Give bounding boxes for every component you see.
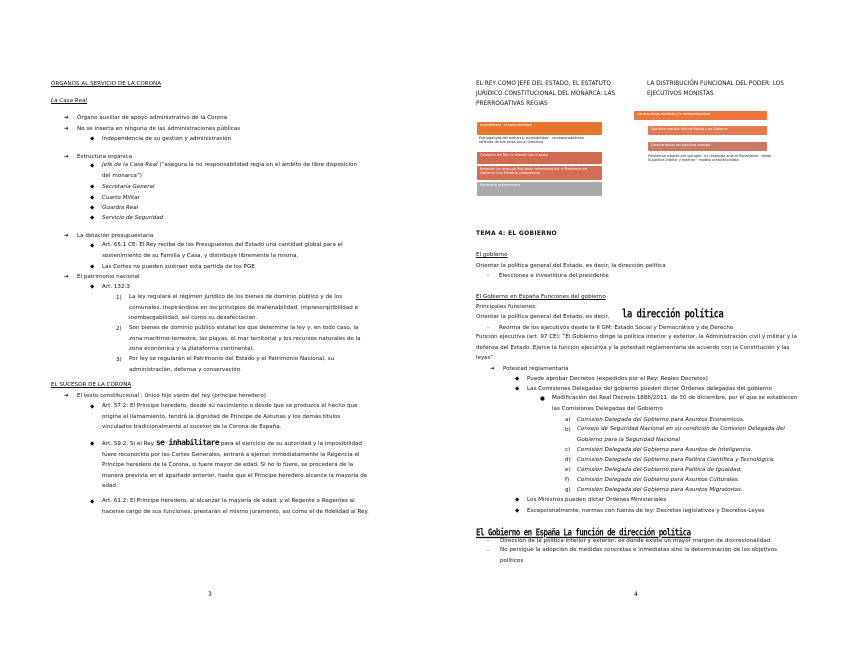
diamond-bullet-icon: ◆	[515, 497, 520, 503]
list-item: Órgano auxiliar de apoyo administrativo de la Corona	[77, 115, 228, 121]
page-number: 4	[634, 591, 638, 598]
diamond-bullet-icon: ◆	[90, 284, 95, 290]
list-letter: d)	[565, 457, 571, 463]
diamond-bullet-icon: ◆	[90, 195, 95, 201]
text-line: Orientar la política general del Estado, es decir,	[476, 314, 610, 320]
list-item: El texto constitucional : único hijo varón del rey (príncipe heredero)	[77, 393, 266, 399]
comision-item: Comisión Delegada del Gobierno para Política de Igualdad.	[577, 467, 742, 473]
list-item: Excepcionalmente, normas con fuerza de ley: Decretos legislativos y Decretos-Leyes	[527, 508, 765, 514]
diamond-bullet-icon: ◆	[90, 215, 95, 221]
section-title-rey: EL REY COMO JEFE DEL ESTADO, EL ESTATUTO JURÍDICO CONSTITUCIONAL DEL MONARCA: LAS PRERROGATIVAS REGIAS	[476, 81, 616, 107]
list-number: 2)	[116, 326, 122, 332]
list-letter: a)	[565, 417, 571, 423]
subtitle-gobierno: El gobierno	[476, 252, 508, 258]
tema-title: TEMA 4: EL GOBIERNO	[476, 230, 557, 237]
slide-bar: Características del ejecutivo monista	[648, 142, 767, 151]
dash-bullet: -	[487, 325, 490, 331]
list-number: 1)	[116, 295, 122, 301]
diamond-bullet-icon: ◆	[90, 264, 95, 270]
handwritten-heading: El Gobierno en España La función de dirección política	[476, 526, 691, 539]
slide-bar: Los ejecutivos monistas y el parlamentarismo	[634, 111, 767, 120]
section-title-ejecutivos: LA DISTRIBUCIÓN FUNCIONAL DEL PODER: LOS EJECUTIVOS MONISTAS	[647, 81, 784, 97]
jefe-casa-real-desc: (“asegura la no responsabilidad regia en el ámbito de libre disposición del monarca”)	[102, 162, 357, 179]
list-item: Elecciones e investidura del presidente	[499, 273, 609, 279]
page-number: 3	[208, 591, 212, 598]
comision-item: Comisión Delegada del Gobierno para Política Científica y Tecnológica.	[577, 457, 775, 463]
slide-bar: Ejecutivo monista: jefe de Estado y de Gobierno	[648, 126, 767, 135]
handwritten-annotation: la dirección política	[622, 308, 724, 322]
list-letter: b)	[565, 427, 571, 433]
list-item: Los Ministros pueden dictar Órdenes Ministeriales	[527, 497, 667, 503]
art-59-2-rest: para el ejercicio de su autoridad y la imposibilidad fuere reconocida por las Cortes Generales, entrará a ejercer inmediatamente la Regencia el Príncipe heredero de la Corona, si fuere mayor de edad. Si no lo fuere, se procederá de la manera prevista en el apartado anterior, hasta que el Príncipe heredero alcance la mayoría de edad.	[102, 441, 368, 489]
diamond-bullet-icon: ◆	[90, 205, 95, 211]
list-item: Reorma de los ejecutivos desde la II GM: Estado Social y Democrático y de Derecho	[499, 325, 734, 331]
slide-note: Prerrogativas del monarca: inviolabilidad · no responsabilidad · refrendo de sus actos por el Gobierno	[479, 136, 586, 145]
comision-item: Consejo de Seguridad Nacional en su condición de Comisión Delegada del Gobierno para la Seguridad Nacional	[577, 426, 785, 443]
arrow-bullet-icon: ➔	[64, 393, 69, 399]
dash-bullet: -	[487, 548, 490, 554]
slide-bar: Funciones del Rey en relación con el poder	[477, 152, 602, 164]
list-item: Independencia de su gestión y administración	[102, 136, 232, 142]
list-item: Modificación del Real Decreto 1886/2011, de 30 de diciembre, por el que se establecen las Comisiones Delegadas del Gobierno	[552, 395, 798, 412]
section-title-sucesor: EL SUCESOR DE LA CORONA	[51, 382, 132, 388]
list-letter: f)	[565, 477, 570, 483]
diamond-bullet-icon: ◆	[90, 404, 95, 410]
dot-bullet-icon: ●	[540, 396, 545, 402]
diamond-bullet-icon: ◆	[515, 376, 520, 382]
list-item: Estructura orgánica	[77, 154, 133, 160]
list-item: Las Cortes no pueden sustraer esta partida de los PGE	[102, 264, 255, 270]
diamond-bullet-icon: ◆	[90, 184, 95, 190]
diamond-bullet-icon: ◆	[90, 441, 95, 447]
text-paragraph: Función ejecutiva (art. 97 CE): “El Gobierno dirige la política interior y exterior, la Administración civil y militar y la defensa del Estado. Ejerce la función ejecutiva y la potestad reglamentaria de acuerdo con la Constitución y las leyes”	[476, 334, 797, 361]
arrow-bullet-icon: ➔	[64, 154, 69, 160]
slide-bar: Refrendo: los actos del Rey serán refrendados por el Presidente del Gobierno y los Ministros competentes	[477, 166, 602, 180]
list-item: No persigue la adopción de medidas concretas e inmediatas sino la determinación de los objetivos políticos	[500, 547, 778, 564]
list-item: La dotación presupuestaria	[77, 233, 154, 239]
list-item: Guardia Real	[102, 205, 139, 211]
list-letter: g)	[565, 487, 571, 493]
section-title-organos: ÓRGANOS AL SERVICIO DE LA CORONA	[51, 81, 162, 87]
comision-item: Comisión Delegada del Gobierno para Asuntos Económicos.	[577, 417, 745, 423]
list-item: Art. 65.1 CE: El Rey recibe de los Presupuestos del Estado una cantidad global para el sostenimiento de su Familia y Casa, y distribuye libremente la misma.	[102, 242, 343, 259]
comision-item: Comisión Delegada del Gobierno para Asuntos de Inteligencia.	[577, 447, 753, 453]
list-item: Potestad reglamentaria	[503, 366, 569, 372]
list-letter: c)	[565, 447, 571, 453]
list-item: Servicio de Seguridad	[102, 215, 164, 221]
diamond-bullet-icon: ◆	[90, 163, 95, 169]
list-item: Cuarto Militar	[102, 195, 140, 201]
subtitle-funciones: El Gobierno en España Funciones del gobierno	[476, 294, 606, 300]
list-item: El patrimonio nacional	[77, 274, 140, 280]
list-item	[102, 438, 370, 492]
diamond-bullet-icon: ◆	[515, 386, 520, 392]
dash-bullet: -	[487, 273, 490, 279]
numbered-item: Son bienes de dominio público estatal los que determine la ley y, en todo caso, la zona marítimo-terrestre, las playas, el mar territorial y los recursos naturales de la zona económica y la plataforma continental.	[129, 325, 361, 352]
arrow-bullet-icon: ➔	[64, 126, 69, 132]
list-item: Dirección de la política interior y exterior: es donde existe un mayor margen de discrecionalidad	[500, 538, 771, 544]
slide-note: Presidente elegido por sufragio · no responde ante el Parlamento · dirige la política interior y exterior · modelo presidencialista	[648, 154, 772, 163]
list-item: Art. 57.2: El Príncipe heredero, desde su nacimiento o desde que se produzca el hecho que origine el llamamiento, tendrá la dignidad de Príncipe de Asturias y los demás títulos vinculados tradicionalmente al sucesor de la Corona de España.	[102, 403, 358, 430]
text-line: Orientar la política general del Estado, es decir, la dirección política	[476, 263, 666, 269]
list-item: Art. 61.2: El Príncipe heredero, al alcanzar la mayoría de edad, y el Regente o Regentes al hacerse cargo de sus funciones, prestarán el mismo juramento, así como el de fidelidad al Rey.	[102, 498, 369, 515]
list-number: 3)	[116, 357, 122, 363]
diamond-bullet-icon: ◆	[90, 243, 95, 249]
slide-bar: Inviolabilidad · irresponsabilidad	[477, 122, 602, 135]
numbered-item: Por ley se regularán el Patrimonio del Estado y el Patrimonio Nacional, su administración, defensa y conservación.	[129, 356, 335, 373]
arrow-bullet-icon: ➔	[64, 233, 69, 239]
diamond-bullet-icon: ◆	[90, 499, 95, 505]
list-item: Secretaría General	[102, 184, 155, 190]
comision-item: Comisión Delegada del Gobierno para Asuntos Migratorios.	[577, 487, 743, 493]
handwritten-annotation: se inhabilitare	[155, 438, 220, 447]
slide-bar: Monarquía parlamentaria	[477, 182, 602, 196]
arrow-bullet-icon: ➔	[64, 274, 69, 280]
diamond-bullet-icon: ◆	[90, 136, 95, 142]
list-letter: e)	[565, 467, 571, 473]
diamond-bullet-icon: ◆	[515, 508, 520, 514]
list-item	[102, 160, 367, 181]
text-line: Principales funciones:	[476, 304, 537, 310]
dash-bullet: -	[487, 538, 490, 544]
list-item: Puede aprobar Decretos (expedidos por el Rey: Reales Decretos)	[527, 376, 708, 382]
jefe-casa-real: Jefe de la Casa Real	[102, 162, 158, 168]
numbered-item: La ley regulará el régimen jurídico de los bienes de dominio público y de los comunales, inspirándose en los principios de inalienabilidad, imprescriptibilidad e inembargabilidad, así como su desafectación.	[129, 294, 359, 321]
list-item: Las Comisiones Delegadas del gobierno pueden dictar Órdenes delegadas del gobierno	[527, 386, 772, 392]
comision-item: Comisión Delegada del Gobierno para Asuntos Culturales.	[577, 477, 740, 483]
list-item: Art. 132.3	[102, 284, 130, 290]
list-item: No se inserta en ninguna de las administraciones públicas	[77, 126, 241, 132]
subtitle-casa-real: La Casa Real	[51, 98, 88, 104]
arrow-bullet-icon: ➔	[64, 115, 69, 121]
arrow-bullet-icon: ➔	[490, 366, 495, 372]
art-59-2-start: Art. 59.2: Si el Rey	[102, 441, 155, 447]
